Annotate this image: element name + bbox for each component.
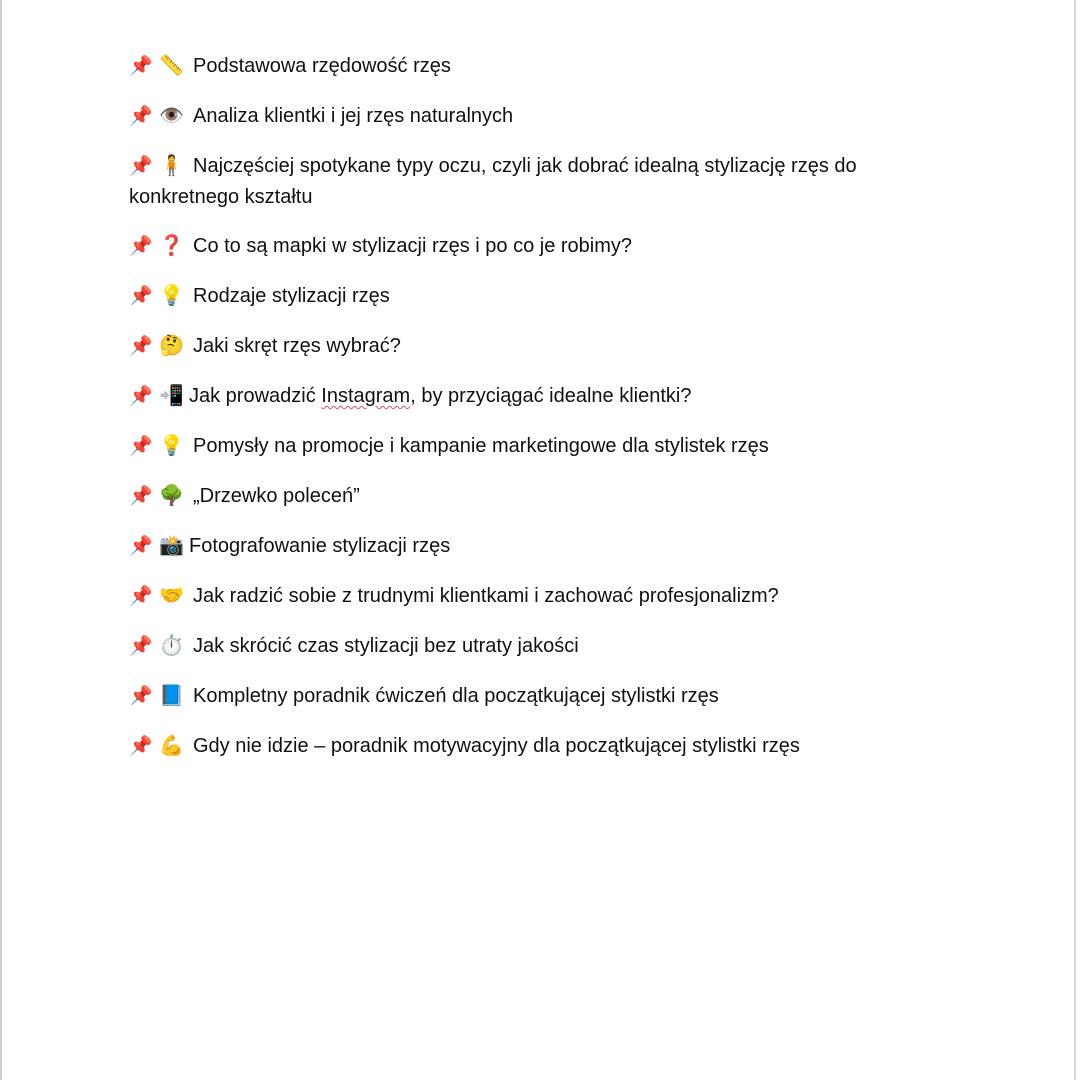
pushpin-icon: 📌 bbox=[129, 435, 153, 457]
list-item bbox=[129, 730, 909, 762]
pushpin-icon: 📌 bbox=[129, 535, 153, 557]
eye-icon: 👁️ bbox=[159, 103, 184, 127]
list-item-text: Rodzaje stylizacji rzęs bbox=[193, 285, 390, 307]
ruler-icon: 📏 bbox=[159, 53, 184, 77]
flexed-biceps-icon: 💪 bbox=[159, 733, 184, 757]
list-item bbox=[129, 280, 909, 312]
pushpin-icon: 📌 bbox=[129, 585, 153, 607]
text-segment: , by przyciągać idealne klientki? bbox=[410, 385, 692, 407]
spellcheck-flagged-word[interactable]: Instagram bbox=[321, 385, 411, 407]
list-item-text bbox=[189, 385, 691, 407]
question-mark-icon: ❓ bbox=[159, 233, 184, 257]
light-bulb-icon: 💡 bbox=[159, 283, 184, 307]
list-item-text: Jak skrócić czas stylizacji bez utraty jakości bbox=[193, 635, 579, 657]
list-item-text: Podstawowa rzędowość rzęs bbox=[193, 55, 451, 77]
pushpin-icon: 📌 bbox=[129, 635, 153, 657]
blue-book-icon: 📘 bbox=[159, 683, 184, 707]
pushpin-icon: 📌 bbox=[129, 105, 153, 127]
list-item bbox=[129, 680, 909, 712]
list-item-text: „Drzewko poleceń” bbox=[193, 485, 360, 507]
list-item-text: Jak radzić sobie z trudnymi klientkami i zachować profesjonalizm? bbox=[193, 585, 779, 607]
person-standing-icon: 🧍 bbox=[159, 153, 184, 177]
list-item bbox=[129, 230, 909, 262]
thinking-face-icon: 🤔 bbox=[159, 333, 184, 357]
list-item bbox=[129, 580, 909, 612]
pushpin-icon: 📌 bbox=[129, 235, 153, 257]
pushpin-icon: 📌 bbox=[129, 685, 153, 707]
pushpin-icon: 📌 bbox=[129, 385, 153, 407]
list-item-text: Co to są mapki w stylizacji rzęs i po co je robimy? bbox=[193, 235, 633, 257]
pushpin-icon: 📌 bbox=[129, 155, 153, 177]
tree-icon: 🌳 bbox=[159, 483, 184, 507]
list-item-text: Najczęściej spotykane typy oczu, czyli jak dobrać idealną stylizację rzęs do konkretnego kształtu bbox=[129, 155, 857, 208]
text-segment: Jak prowadzić bbox=[189, 385, 322, 407]
list-item bbox=[129, 480, 909, 512]
mobile-phone-arrow-icon: 📲 bbox=[159, 383, 184, 407]
list-item-text: Fotografowanie stylizacji rzęs bbox=[189, 535, 451, 557]
list-item-text: Kompletny poradnik ćwiczeń dla początkującej stylistki rzęs bbox=[193, 685, 719, 707]
list-item-text: Jaki skręt rzęs wybrać? bbox=[193, 335, 401, 357]
list-item bbox=[129, 150, 909, 213]
list-item bbox=[129, 430, 909, 462]
camera-flash-icon: 📸 bbox=[159, 533, 184, 557]
stopwatch-icon: ⏱️ bbox=[159, 633, 184, 657]
pushpin-icon: 📌 bbox=[129, 335, 153, 357]
topic-list bbox=[129, 50, 909, 780]
list-item bbox=[129, 50, 909, 82]
pushpin-icon: 📌 bbox=[129, 735, 153, 757]
light-bulb-icon: 💡 bbox=[159, 433, 184, 457]
list-item bbox=[129, 380, 909, 412]
list-item bbox=[129, 630, 909, 662]
list-item-text: Pomysły na promocje i kampanie marketingowe dla stylistek rzęs bbox=[193, 435, 769, 457]
pushpin-icon: 📌 bbox=[129, 285, 153, 307]
list-item bbox=[129, 530, 909, 562]
list-item bbox=[129, 330, 909, 362]
list-item-text: Gdy nie idzie – poradnik motywacyjny dla początkującej stylistki rzęs bbox=[193, 735, 800, 757]
handshake-icon: 🤝 bbox=[159, 583, 184, 607]
list-item bbox=[129, 100, 909, 132]
pushpin-icon: 📌 bbox=[129, 485, 153, 507]
list-item-text: Analiza klientki i jej rzęs naturalnych bbox=[193, 105, 514, 127]
pushpin-icon: 📌 bbox=[129, 55, 153, 77]
